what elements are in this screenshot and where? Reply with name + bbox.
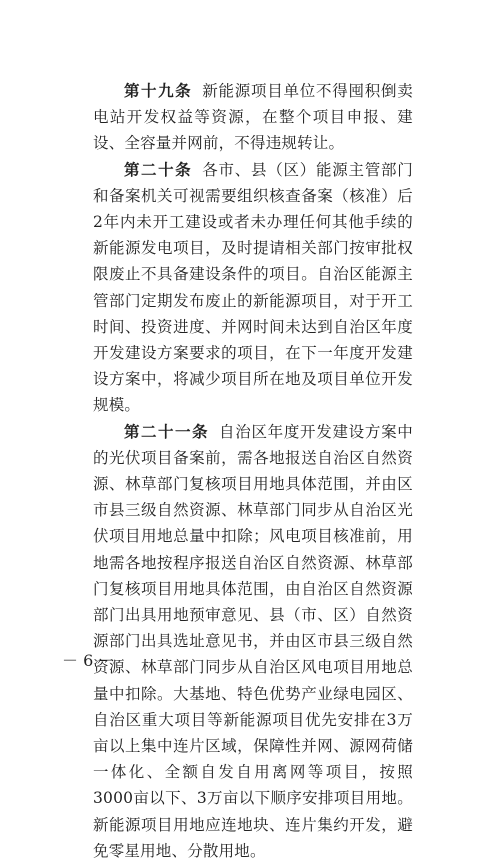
article-19 (93, 78, 413, 157)
article-19-text: 新能源项目单位不得囤积倒卖电站开发权益等资源，在整个项目申报、建设、全容量并网前，不得违规转让。 (93, 82, 413, 153)
article-21-label: 第二十一条 (124, 422, 210, 441)
article-20 (93, 157, 413, 419)
article-20-label: 第二十条 (124, 160, 193, 179)
article-19-label: 第十九条 (124, 82, 193, 100)
article-20-text: 各市、县（区）能源主管部门和备案机关可视需要组织核查备案（核准）后2年内未开工建设或者未办理任何其他手续的新能源发电项目，及时提请相关部门按审批权限废止不具备建设条件的项目。自治区能源主管部门定期发布废止的新能源项目，对于开工时间、投资进度、并网时间未达到自治区年度开发建设方案要求的项目，在下一年度开发建设方案中，将减少项目所在地及项目单位开发规模。 (93, 160, 413, 415)
article-21 (93, 419, 413, 864)
page-number: － 6 － (62, 651, 115, 670)
document-body (93, 78, 413, 864)
article-21-text: 自治区年度开发建设方案中的光伏项目备案前，需各地报送自治区自然资源、林草部门复核项目用地具体范围，并由区市县三级自然资源、林草部门同步从自治区光伏项目用地总量中扣除；风电项目核准前，用地需各地按程序报送自治区自然资源、林草部门复核项目用地具体范围，由自治区自然资源部门出具用地预审意见、县（市、区）自然资源部门出具选址意见书，并由区市县三级自然资源、林草部门同步从自治区风电项目用地总量中扣除。大基地、特色优势产业绿电园区、自治区重大项目等新能源项目优先安排在3万亩以上集中连片区域，保障性并网、源网荷储一体化、全额自发自用离网等项目，按照3000亩以下、3万亩以下顺序安排项目用地。新能源项目用地应连地块、连片集约开发，避免零星用地、分散用地。 (93, 422, 413, 860)
